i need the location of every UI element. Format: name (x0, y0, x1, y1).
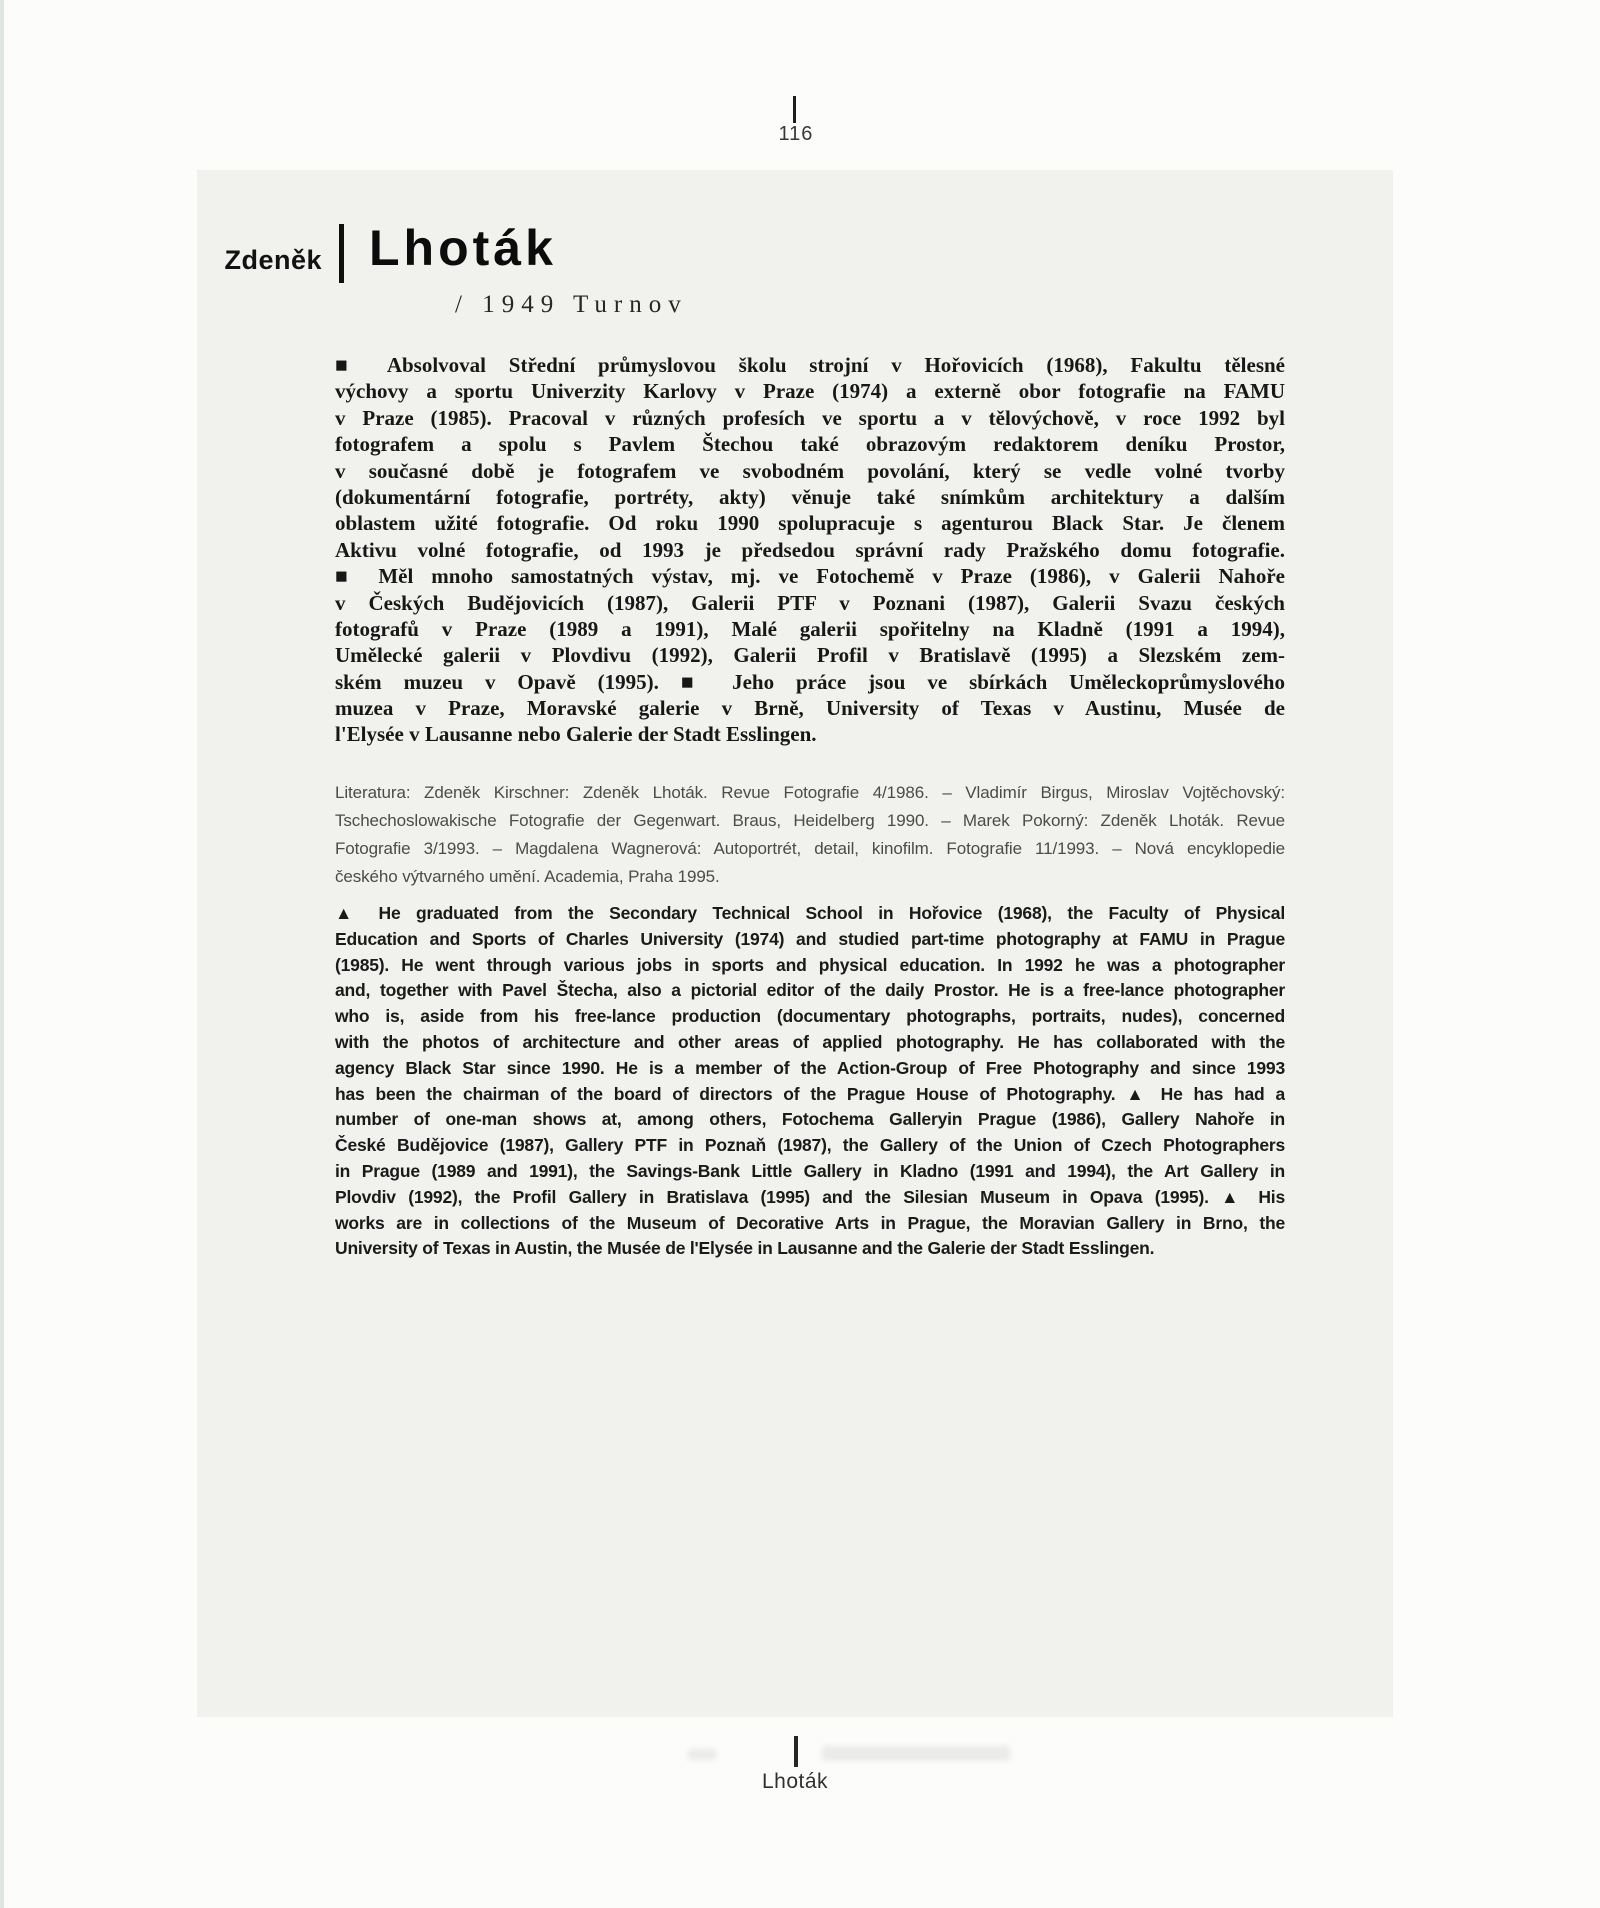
text-line: ▲ He graduated from the Secondary Technical School in Hořovice (1968), the Faculty of Physical (335, 903, 1285, 923)
text-line: v současné době je fotografem ve svobodném povolání, který se vedle volné tvorby (335, 458, 1285, 483)
text-line: Fotografie 3/1993. – Magdalena Wagnerová: Autoportrét, detail, kinofilm. Fotografie 11/1993. – Nová encyklopedie (335, 839, 1285, 858)
text-line: výchovy a sportu Univerzity Karlovy v Praze (1974) a externě obor fotografie na FAMU (335, 379, 1285, 404)
page-show-through-ghost (688, 1749, 716, 1760)
text-line: works are in collections of the Museum of Decorative Arts in Prague, the Moravian Gallery in Brno, the (335, 1212, 1285, 1233)
text-line: Literatura: Zdeněk Kirschner: Zdeněk Lhoták. Revue Fotografie 4/1986. – Vladimír Birgus, Miroslav Vojtěchovský: (335, 783, 1285, 802)
literature-references-paragraph (335, 779, 1285, 891)
text-line: Plovdiv (1992), the Profil Gallery in Bratislava (1995) and the Silesian Museum in Opava (1995). ▲ His (335, 1186, 1285, 1207)
text-line: v Českých Budějovicích (1987), Galerii PTF v Poznani (1987), Galerii Svazu českých (335, 590, 1285, 615)
text-line: fotografem a spolu s Pavlem Štechou také obrazovým redaktorem deníku Prostor, (335, 432, 1285, 457)
text-line: ■ Absolvoval Střední průmyslovou školu strojní v Hořovicích (1968), Fakultu tělesné (335, 353, 1285, 377)
czech-biography-paragraph (335, 352, 1285, 748)
author-first-name: Zdeněk (224, 245, 322, 275)
page-number-rule (793, 96, 796, 123)
english-biography-paragraph (335, 901, 1285, 1262)
text-line: Education and Sports of Charles University (1974) and studied part-time photography at FAMU in Prague (335, 928, 1285, 949)
text-line: Aktivu volné fotografie, od 1993 je předsedou správní rady Pražského domu fotografie. (335, 537, 1285, 562)
text-line: University of Texas in Austin, the Musée de l'Elysée in Lausanne and the Galerie der Stadt Esslingen. (335, 1238, 1155, 1259)
text-line: v Praze (1985). Pracoval v různých profesích ve sportu a v tělovýchově, v roce 1992 byl (335, 405, 1285, 430)
text-line: with the photos of architecture and other areas of applied photography. He has collaborated with the (335, 1031, 1285, 1052)
text-line: Umělecké galerii v Plovdivu (1992), Galerii Profil v Bratislavě (1995) a Slezském zem- (335, 643, 1285, 668)
text-line: and, together with Pavel Štecha, also a pictorial editor of the daily Prostor. He is a free-lance photographer (335, 980, 1285, 1001)
text-line: has been the chairman of the board of directors of the Prague House of Photography. ▲ He has had a (335, 1083, 1285, 1104)
text-line: in Prague (1989 and 1991), the Savings-Bank Little Gallery in Kladno (1991 and 1994), the Art Gallery in (335, 1160, 1285, 1181)
page-show-through-ghost (822, 1746, 1010, 1761)
page-number: 116 (778, 123, 814, 145)
text-line: ■ Měl mnoho samostatných výstav, mj. ve Fotochemě v Praze (1986), v Galerii Nahoře (335, 564, 1285, 589)
text-line: českého výtvarného umění. Academia, Praha 1995. (335, 867, 720, 886)
birth-year-place: / 1949 Turnov (455, 291, 688, 318)
text-line: ském muzeu v Opavě (1995). ■ Jeho práce jsou ve sbírkách Uměleckoprůmyslového (335, 669, 1285, 694)
text-line: number of one-man shows at, among others, Fotochema Galleryin Prague (1986), Gallery Nahoře in (335, 1109, 1285, 1130)
text-line: (dokumentární fotografie, portréty, akty) věnuje také snímkům architektury a dalším (335, 484, 1285, 509)
footer-divider-rule (794, 1736, 798, 1767)
text-line: Tschechoslowakische Fotografie der Gegenwart. Braus, Heidelberg 1990. – Marek Pokorný: Zdeněk Lhoták. Revue (335, 811, 1285, 830)
text-line: who is, aside from his free-lance production (documentary photographs, portraits, nudes), concerned (335, 1006, 1285, 1027)
scan-edge-strip (0, 0, 4, 1908)
footer-running-title: Lhoták (761, 1770, 829, 1793)
text-line: oblastem užité fotografie. Od roku 1990 spolupracuje s agenturou Black Star. Je členem (335, 511, 1285, 536)
text-line: České Budějovice (1987), Gallery PTF in Poznaň (1987), the Gallery of the Union of Czech Photographers (335, 1135, 1285, 1156)
text-line: (1985). He went through various jobs in sports and physical education. In 1992 he was a photographer (335, 954, 1285, 975)
text-line: fotografů v Praze (1989 a 1991), Malé galerii spořitelny na Kladně (1991 a 1994), (335, 616, 1285, 641)
text-line: agency Black Star since 1990. He is a member of the Action-Group of Free Photography and since 1993 (335, 1057, 1285, 1078)
author-last-name: Lhoták (369, 220, 557, 276)
text-line: muzea v Praze, Moravské galerie v Brně, University of Texas v Austinu, Musée de (335, 696, 1285, 721)
header-divider-rule (339, 224, 344, 283)
text-line: l'Elysée v Lausanne nebo Galerie der Stadt Esslingen. (335, 722, 817, 747)
